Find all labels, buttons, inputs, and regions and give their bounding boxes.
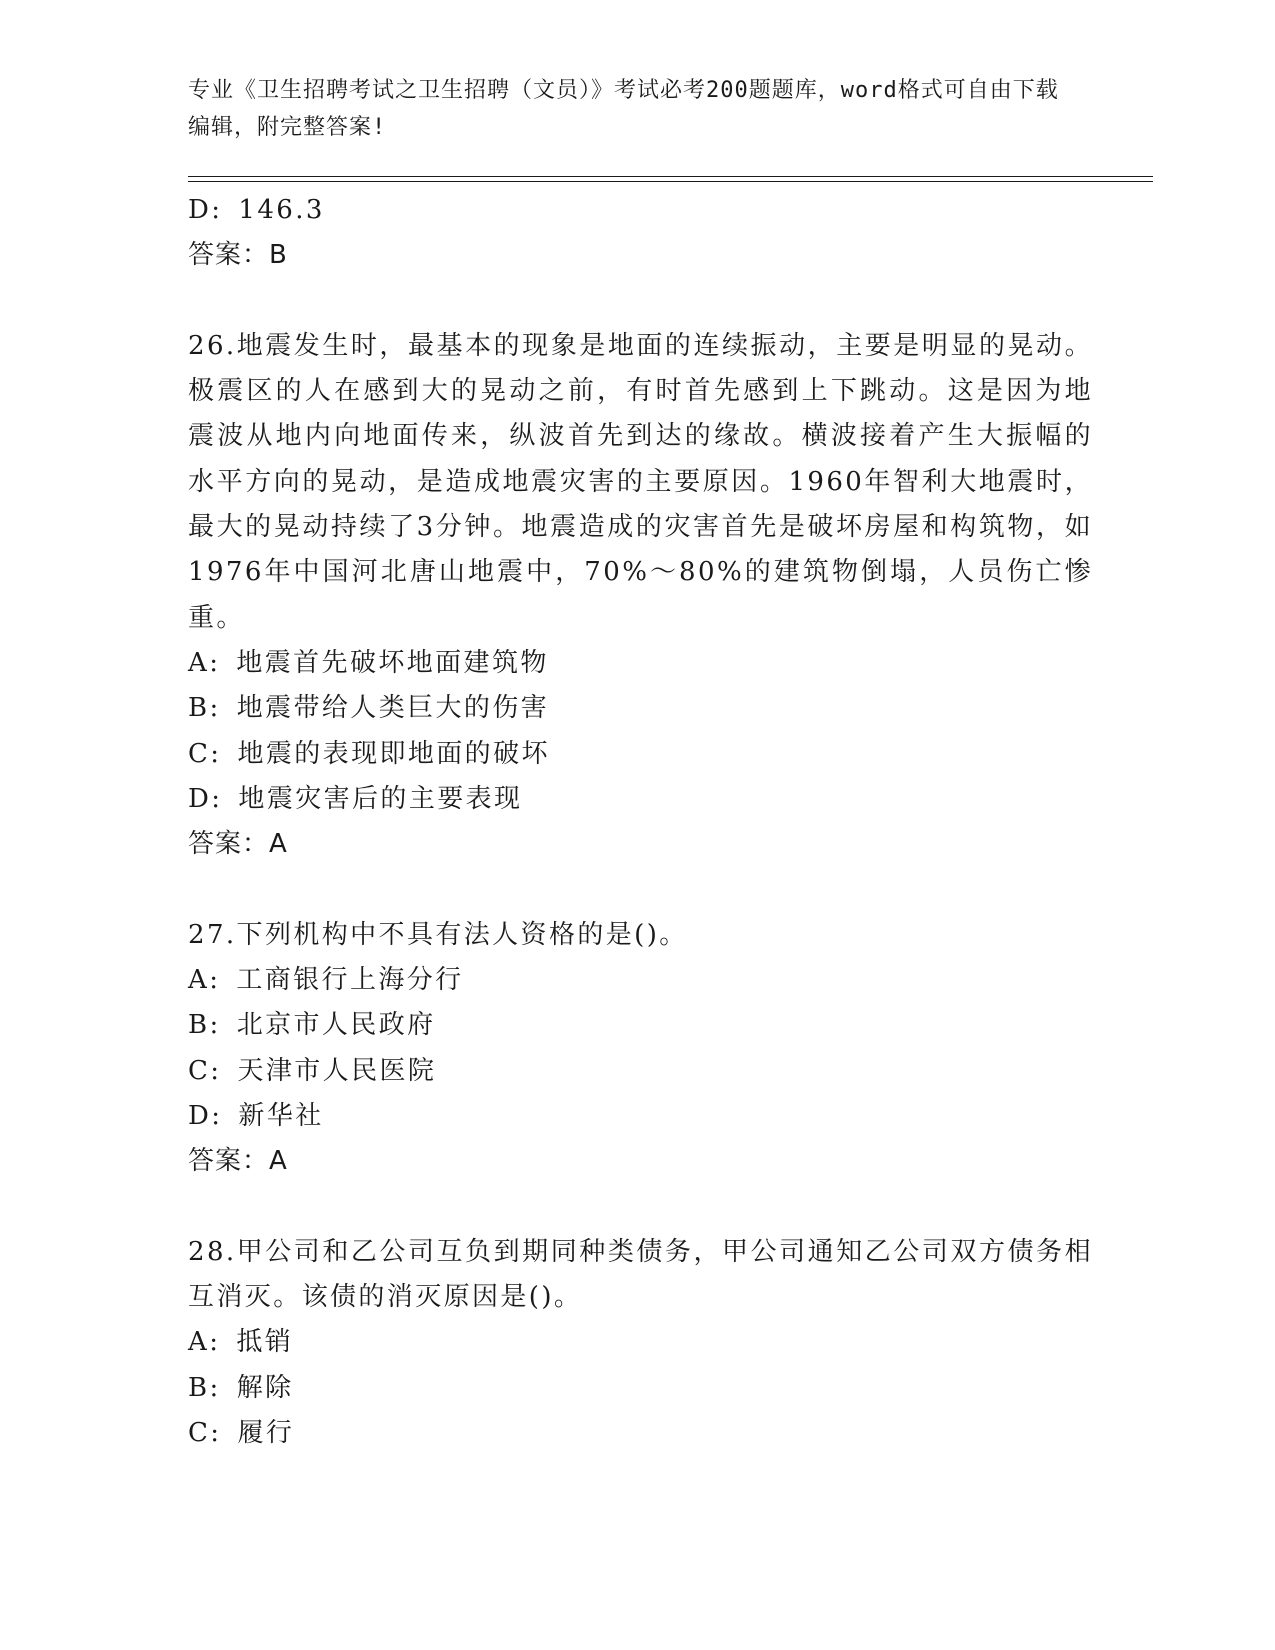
option-separator: : (210, 1055, 222, 1086)
option-separator: : (209, 647, 221, 678)
answer-label: 答案： (188, 829, 270, 860)
question-26-answer (188, 822, 1093, 867)
option-separator: : (209, 1010, 221, 1041)
question-26-stem: 26.地震发生时，最基本的现象是地面的连续振动，主要是明显的晃动。极震区的人在感到大的晃动之前，有时首先感到上下跳动。这是因为地震波从地内向地面传来，纵波首先到达的缘故。横波接着产生大振幅的水平方向的晃动，是造成地震灾害的主要原因。1960年智利大地震时，最大的晃动持续了3分钟。地震造成的灾害首先是破坏房屋和构筑物，如1976年中国河北唐山地震中，70%～80%的建筑物倒塌，人员伤亡惨重。 (188, 330, 1093, 633)
question-26-option-a (188, 641, 1093, 686)
option-separator: : (209, 1372, 221, 1403)
option-text: 地震灾害后的主要表现 (238, 783, 523, 814)
question-28-option-b (188, 1366, 1093, 1411)
option-key: B (188, 1372, 210, 1403)
prev-question-answer (188, 233, 1093, 278)
question-27-answer (188, 1139, 1093, 1184)
option-separator: : (210, 1418, 222, 1449)
option-separator: : (211, 1100, 223, 1131)
option-text: 北京市人民政府 (236, 1010, 436, 1041)
spacer (188, 867, 1093, 912)
option-text: 解除 (236, 1372, 294, 1403)
option-text: 抵销 (236, 1327, 294, 1358)
question-27-option-d (188, 1094, 1093, 1139)
option-key: C (188, 738, 211, 769)
question-26-option-d (188, 777, 1093, 822)
option-key: C (188, 1055, 211, 1086)
option-text: 履行 (237, 1418, 295, 1449)
option-key: A (188, 1327, 210, 1358)
answer-value: A (269, 829, 288, 860)
question-27-option-b (188, 1003, 1093, 1048)
option-text: 新华社 (238, 1100, 324, 1131)
spacer (188, 1185, 1093, 1230)
option-key: C (188, 1418, 211, 1449)
option-key: B (188, 693, 210, 724)
question-26-option-b (188, 686, 1093, 731)
option-separator: : (210, 738, 222, 769)
question-28-stem: 28.甲公司和乙公司互负到期同种类债务，甲公司通知乙公司双方债务相互消灭。该债的消灭原因是()。 (188, 1236, 1093, 1313)
header-divider-top (188, 176, 1153, 177)
option-separator: : (211, 783, 223, 814)
header-divider-bottom (188, 181, 1153, 182)
answer-value: B (269, 240, 288, 271)
option-separator: : (209, 965, 221, 996)
question-26-option-c (188, 732, 1093, 777)
option-text: 天津市人民医院 (237, 1055, 437, 1086)
question-28-option-a (188, 1320, 1093, 1365)
option-key: D (188, 1100, 212, 1131)
answer-label: 答案： (188, 240, 270, 271)
spacer (188, 279, 1093, 324)
document-header-title: 专业《卫生招聘考试之卫生招聘（文员）》考试必考200题题库，word格式可自由下载编辑，附完整答案! (188, 78, 1059, 140)
option-key: A (188, 647, 210, 678)
option-text: 146.3 (238, 195, 325, 225)
option-separator: : (211, 195, 223, 225)
answer-value: A (269, 1146, 288, 1177)
option-text: 工商银行上海分行 (236, 965, 464, 996)
option-text: 地震首先破坏地面建筑物 (236, 647, 549, 678)
option-key: D (188, 195, 212, 225)
question-27-option-a (188, 958, 1093, 1003)
answer-label: 答案： (188, 1146, 270, 1177)
question-27-stem: 27.下列机构中不具有法人资格的是()。 (188, 919, 688, 950)
option-separator: : (209, 693, 221, 724)
option-separator: : (209, 1327, 221, 1358)
question-content (188, 188, 1093, 1456)
option-key: D (188, 783, 212, 814)
option-key: B (188, 1010, 210, 1041)
prev-question-option-d (188, 188, 1093, 233)
question-28-option-c (188, 1411, 1093, 1456)
option-key: A (188, 965, 210, 996)
question-27-option-c (188, 1049, 1093, 1094)
option-text: 地震带给人类巨大的伤害 (236, 693, 550, 724)
option-text: 地震的表现即地面的破坏 (237, 738, 550, 769)
